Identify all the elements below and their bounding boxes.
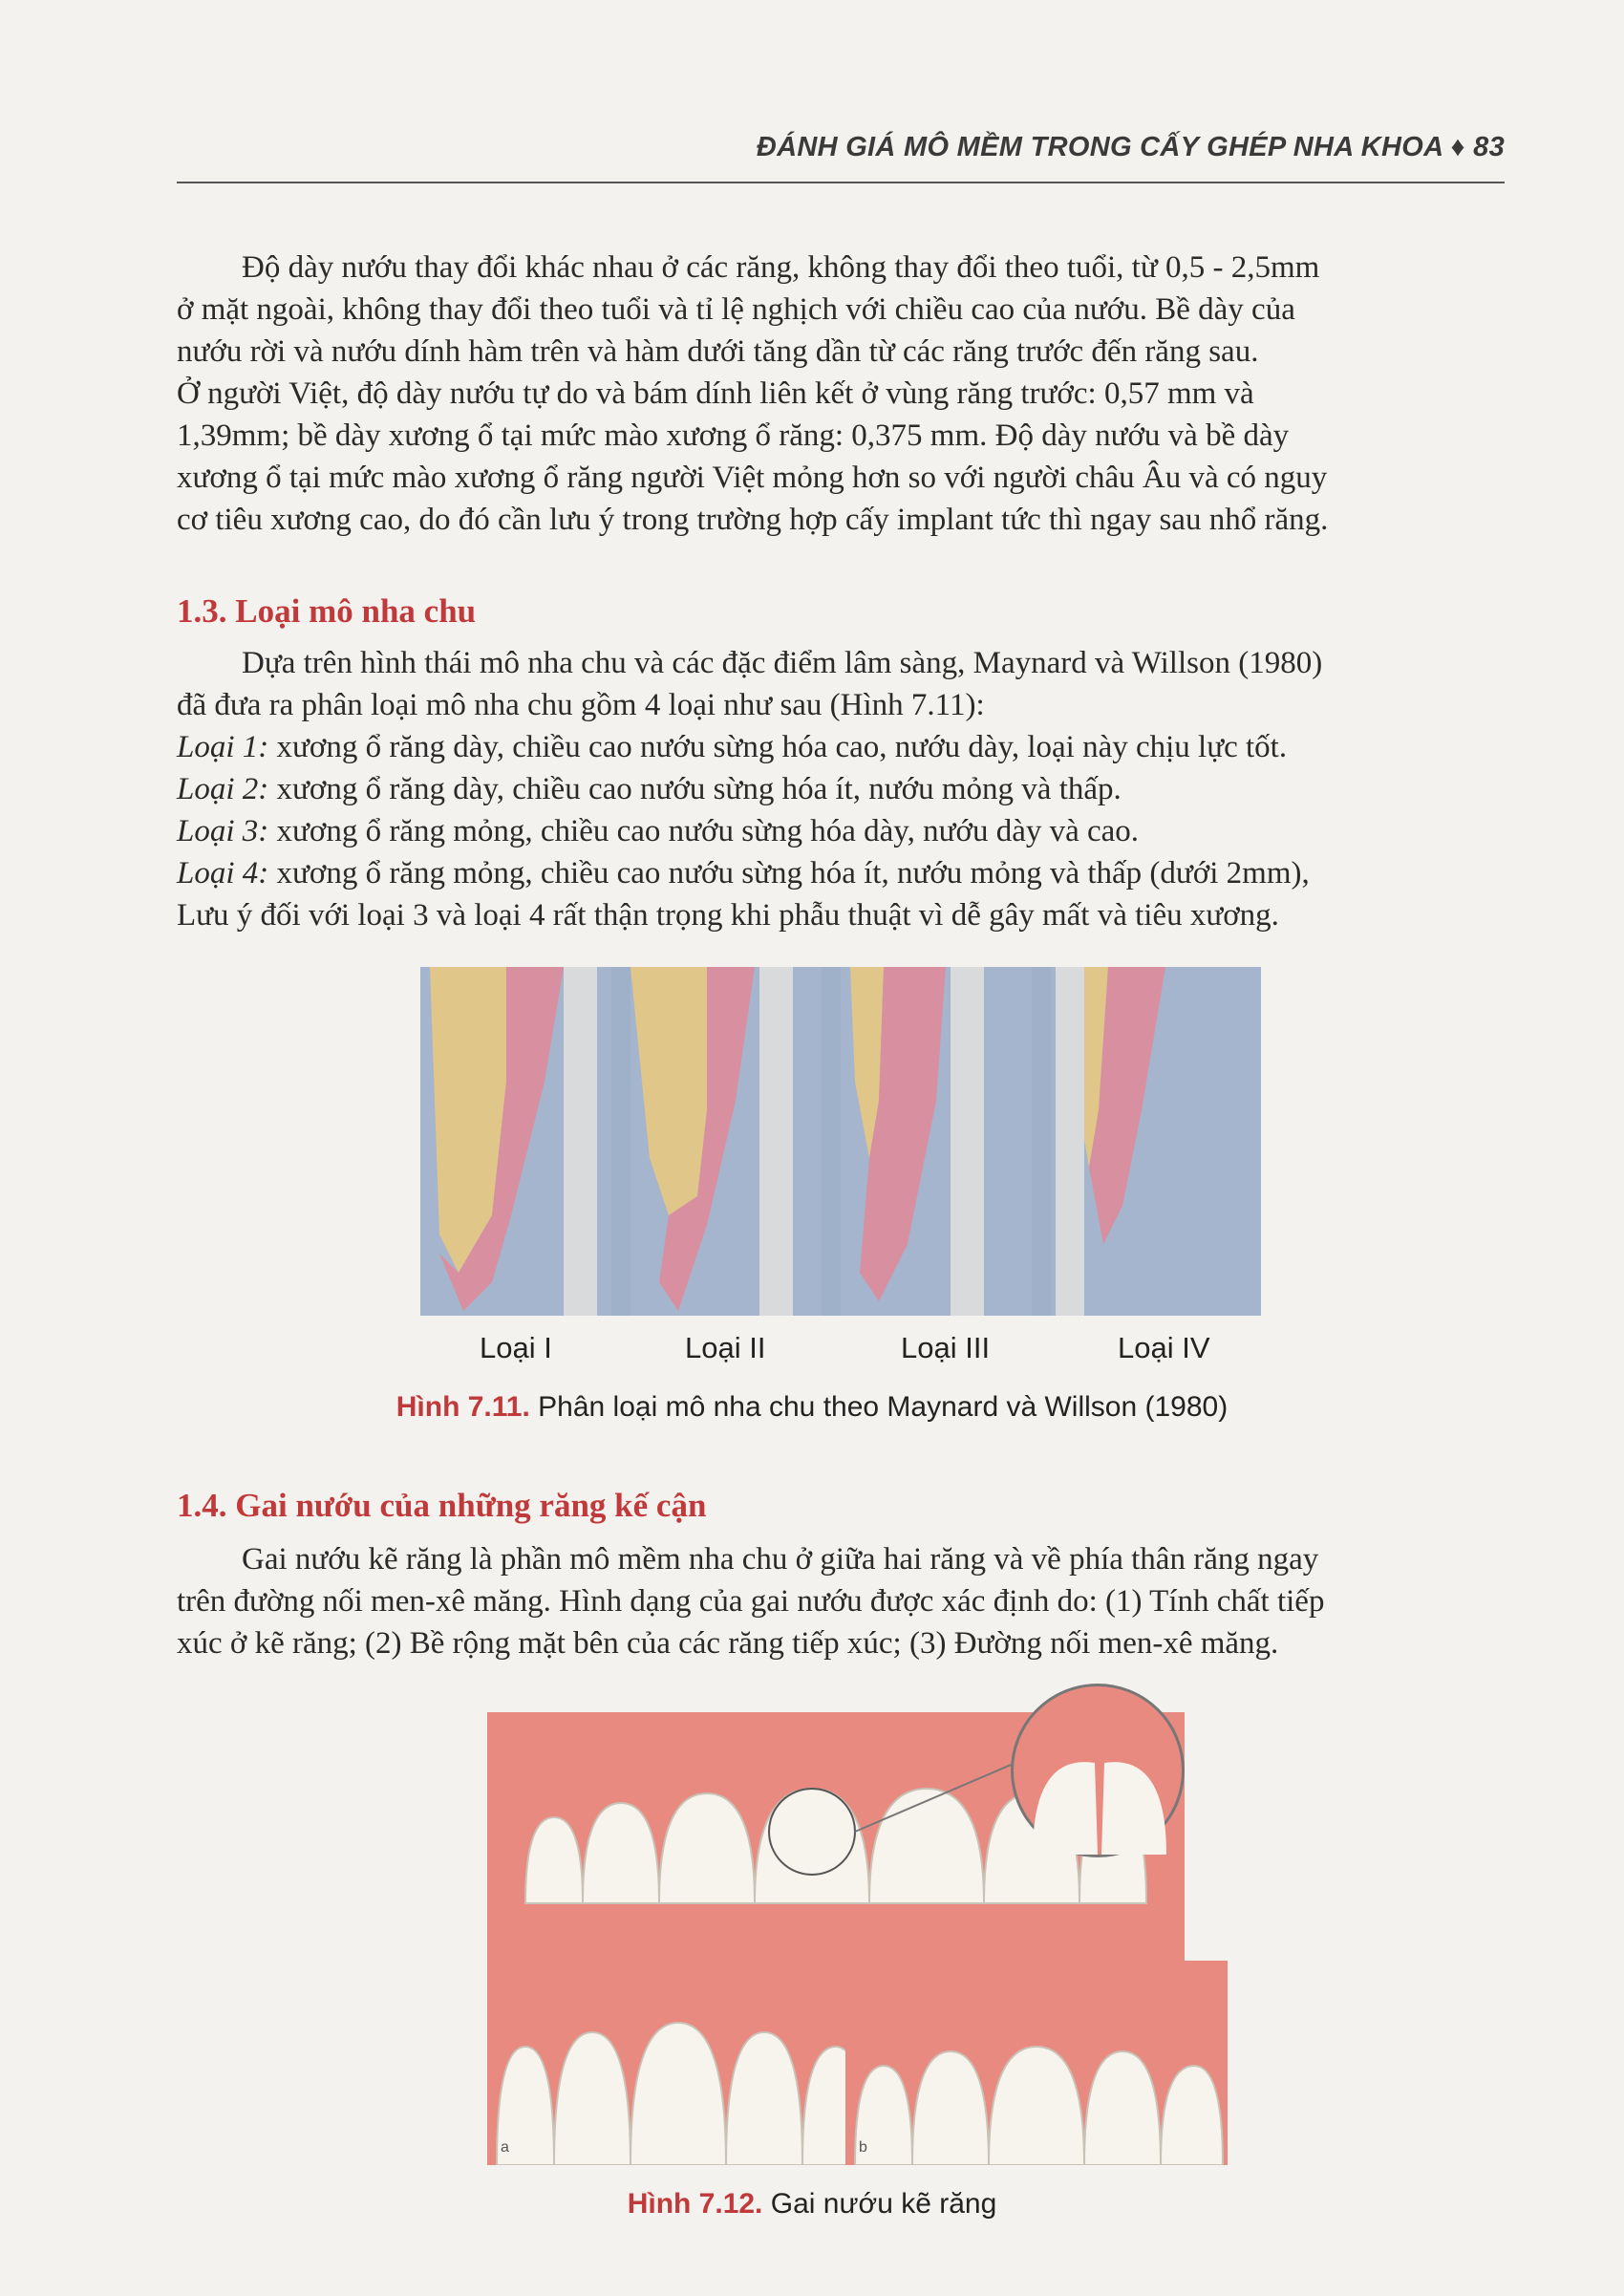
- caption-text: Gai nướu kẽ răng: [762, 2188, 997, 2220]
- panel-label-b: b: [859, 2139, 867, 2156]
- text-line: Độ dày nướu thay đổi khác nhau ở các răng, không thay đổi theo tuổi, từ 0,5 - 2,5mm: [242, 250, 1320, 285]
- text-line: đã đưa ra phân loại mô nha chu gồm 4 loại như sau (Hình 7.11):: [177, 688, 985, 722]
- type-item-1: Loại 1: xương ổ răng dày, chiều cao nướu sừng hóa cao, nướu dày, loại này chịu lực tốt.: [177, 730, 1288, 764]
- type-item-3: Loại 3: xương ổ răng mỏng, chiều cao nướu sừng hóa dày, nướu dày và cao.: [177, 814, 1140, 848]
- text-line: 1,39mm; bề dày xương ổ tại mức mào xương ổ răng: 0,375 mm. Độ dày nướu và bề dày: [177, 418, 1290, 453]
- header-rule: [177, 182, 1505, 183]
- figure-interdental-papilla-b: [845, 1961, 1228, 2165]
- figure-label-type-2: Loại II: [685, 1331, 766, 1364]
- type-item-2: Loại 2: xương ổ răng dày, chiều cao nướu sừng hóa ít, nướu mỏng và thấp.: [177, 772, 1122, 806]
- header-title: ĐÁNH GIÁ MÔ MỀM TRONG CẤY GHÉP NHA KHOA: [756, 132, 1443, 162]
- section-1-4-paragraph: [177, 1538, 1505, 1664]
- caption-label: Hình 7.11.: [395, 1391, 530, 1423]
- caption-text: Phân loại mô nha chu theo Maynard và Willson (1980): [529, 1391, 1229, 1423]
- figure-7-11-caption: [0, 1391, 1624, 1424]
- header-bullet: ♦: [1450, 132, 1465, 162]
- figure-periodontal-types: [420, 967, 1261, 1316]
- figure-label-type-3: Loại III: [901, 1331, 991, 1364]
- text-line: Gai nướu kẽ răng là phần mô mềm nha chu ở giữa hai răng và về phía thân răng ngay: [242, 1542, 1319, 1577]
- text-line: ở mặt ngoài, không thay đổi theo tuổi và tỉ lệ nghịch với chiều cao của nướu. Bề dày của: [177, 292, 1295, 327]
- section-1-3-paragraph: [177, 642, 1505, 936]
- type-item-4: Loại 4: xương ổ răng mỏng, chiều cao nướu sừng hóa ít, nướu mỏng và thấp (dưới 2mm),: [177, 856, 1310, 891]
- text-line: trên đường nối men-xê măng. Hình dạng của gai nướu được xác định do: (1) Tính chất tiếp: [177, 1584, 1325, 1619]
- text-line: xương ổ tại mức mào xương ổ răng người Việt mỏng hơn so với người châu Âu và có nguy: [177, 461, 1328, 495]
- section-heading-1-4: 1.4. Gai nướu của những răng kế cận: [177, 1487, 707, 1524]
- section-heading-1-3: 1.3. Loại mô nha chu: [177, 592, 477, 630]
- caption-label: Hình 7.12.: [627, 2188, 763, 2220]
- text-line: cơ tiêu xương cao, do đó cần lưu ý trong trường hợp cấy implant tức thì ngay sau nhổ răng.: [177, 503, 1329, 537]
- figure-7-12-caption: [0, 2188, 1624, 2221]
- figure-label-type-1: Loại I: [480, 1331, 552, 1364]
- text-line: Lưu ý đối với loại 3 và loại 4 rất thận trọng khi phẫu thuật vì dễ gây mất và tiêu xương.: [177, 898, 1279, 933]
- running-header: [177, 132, 1505, 163]
- figure-label-type-4: Loại IV: [1118, 1331, 1210, 1364]
- text-line: Dựa trên hình thái mô nha chu và các đặc điểm lâm sàng, Maynard và Willson (1980): [242, 646, 1323, 680]
- panel-label-a: a: [501, 2139, 509, 2156]
- figure-zoom-circle: [1011, 1684, 1185, 1857]
- page-number: 83: [1473, 132, 1505, 162]
- intro-paragraph: [177, 247, 1505, 541]
- text-line: Ở người Việt, độ dày nướu tự do và bám dính liên kết ở vùng răng trước: 0,57 mm và: [177, 376, 1254, 411]
- text-line: nướu rời và nướu dính hàm trên và hàm dưới tăng dần từ các răng trước đến răng sau.: [177, 334, 1259, 369]
- figure-interdental-papilla-a: [487, 1961, 869, 2165]
- text-line: xúc ở kẽ răng; (2) Bề rộng mặt bên của các răng tiếp xúc; (3) Đường nối men-xê măng.: [177, 1626, 1279, 1661]
